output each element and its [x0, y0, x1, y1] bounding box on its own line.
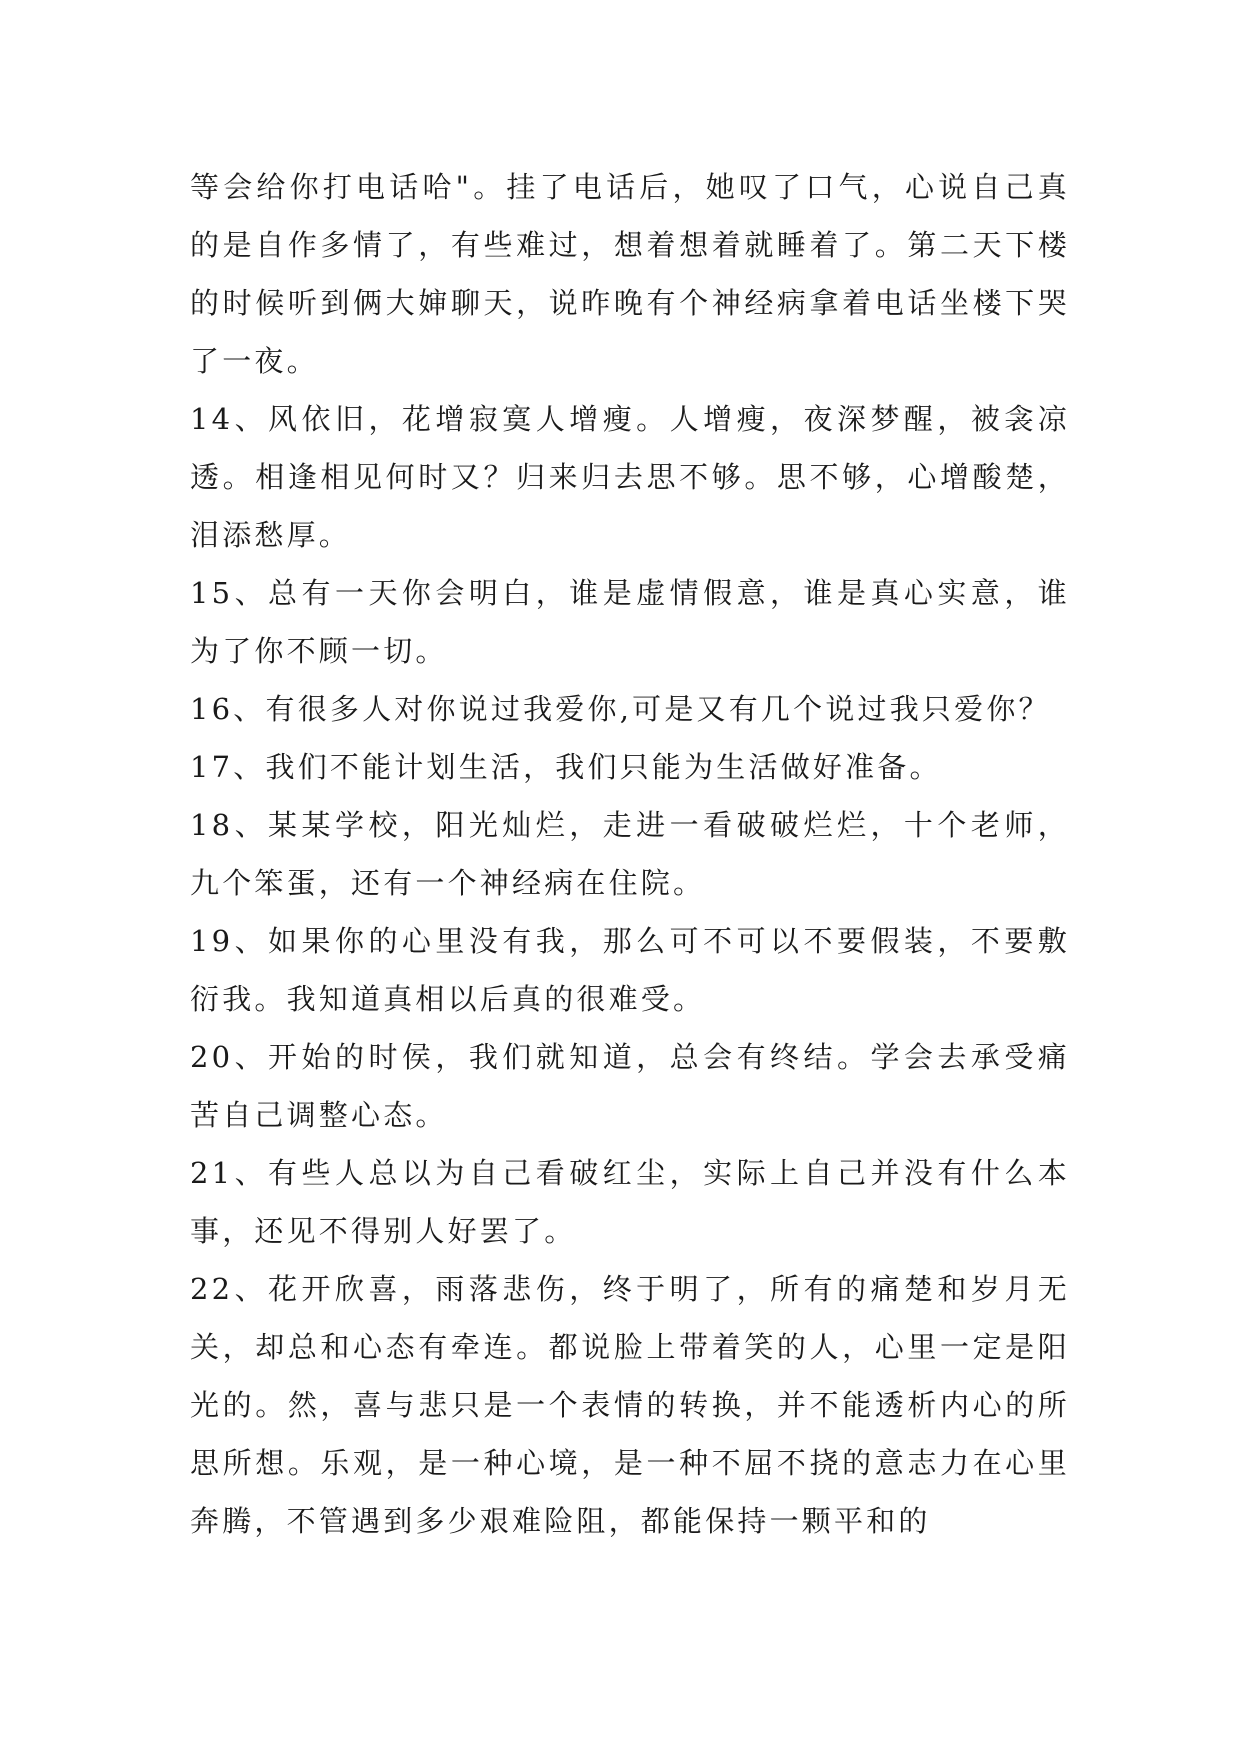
document-body — [190, 158, 1070, 1550]
paragraph-continuation: 等会给你打电话哈"。挂了电话后，她叹了口气，心说自己真的是自作多情了，有些难过，想着想着就睡着了。第二天下楼的时候听到俩大婶聊天，说昨晚有个神经病拿着电话坐楼下哭了一夜。 — [190, 170, 1070, 378]
paragraph-16: 16、有很多人对你说过我爱你,可是又有几个说过我只爱你？ — [190, 692, 1051, 726]
paragraph-19: 19、如果你的心里没有我，那么可不可以不要假装，不要敷衍我。我知道真相以后真的很难受。 — [190, 924, 1070, 1016]
paragraph-17: 17、我们不能计划生活，我们只能为生活做好准备。 — [190, 750, 942, 784]
paragraph-15: 15、总有一天你会明白，谁是虚情假意，谁是真心实意，谁为了你不顾一切。 — [190, 576, 1070, 668]
paragraph-18: 18、某某学校，阳光灿烂，走进一看破破烂烂，十个老师，九个笨蛋，还有一个神经病在住院。 — [190, 808, 1070, 900]
paragraph-21: 21、有些人总以为自己看破红尘，实际上自己并没有什么本事，还见不得别人好罢了。 — [190, 1156, 1070, 1248]
paragraph-20: 20、开始的时侯，我们就知道，总会有终结。学会去承受痛苦自己调整心态。 — [190, 1040, 1070, 1132]
paragraph-14: 14、风依旧，花增寂寞人增瘦。人增瘦，夜深梦醒，被衾凉透。相逢相见何时又？归来归去思不够。思不够，心增酸楚，泪添愁厚。 — [190, 402, 1070, 552]
paragraph-22: 22、花开欣喜，雨落悲伤，终于明了，所有的痛楚和岁月无关，却总和心态有牵连。都说脸上带着笑的人，心里一定是阳光的。然，喜与悲只是一个表情的转换，并不能透析内心的所思所想。乐观，是一种心境，是一种不屈不挠的意志力在心里奔腾，不管遇到多少艰难险阻，都能保持一颗平和的 — [190, 1272, 1070, 1538]
